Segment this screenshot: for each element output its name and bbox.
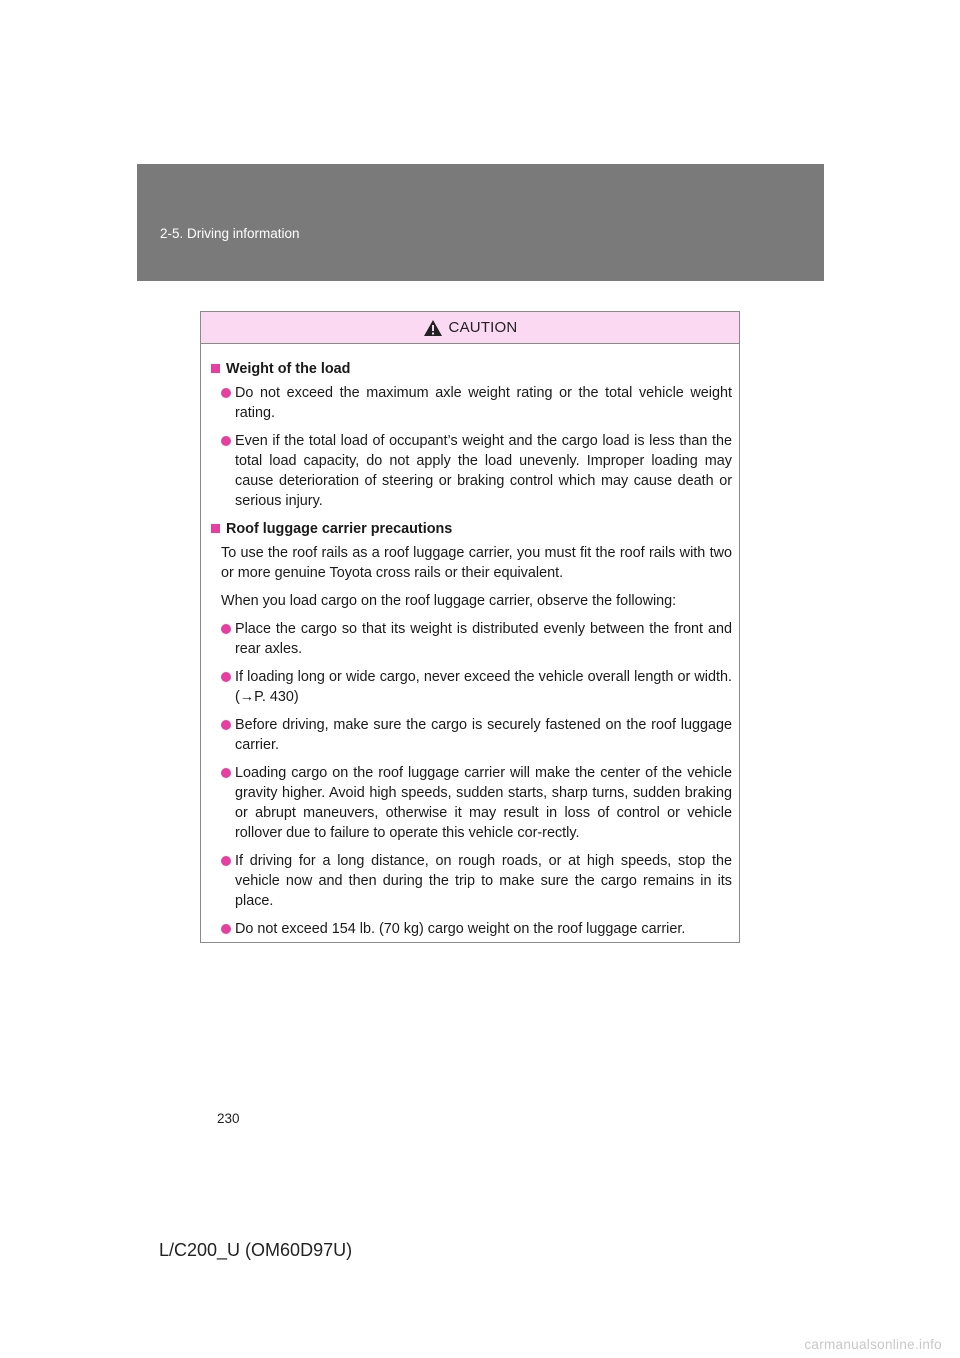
section-heading-roof: Roof luggage carrier precautions <box>211 519 732 539</box>
list-item: Loading cargo on the roof luggage carrier will make the center of the vehicle gravity higher. Avoid high speeds, sudden starts, sharp turns, sudden braking or abrupt maneuvers, otherwise it may result in loss of control or vehicle rollover due to failure to operate this vehicle cor-rectly. <box>221 763 732 843</box>
circle-bullet-icon <box>221 624 231 634</box>
caution-header <box>201 312 739 344</box>
watermark: carmanualsonline.info <box>804 1337 942 1352</box>
circle-bullet-icon <box>221 436 231 446</box>
caution-title: CAUTION <box>448 319 518 336</box>
circle-bullet-icon <box>221 388 231 398</box>
square-bullet-icon <box>211 524 220 533</box>
list-item: Do not exceed the maximum axle weight rating or the total vehicle weight rating. <box>221 383 732 423</box>
caution-box <box>200 311 740 943</box>
section-label: 2-5. Driving information <box>160 226 300 241</box>
square-bullet-icon <box>211 364 220 373</box>
list-item: If loading long or wide cargo, never exceed the vehicle overall length or width.(→P. 430) <box>221 667 732 707</box>
circle-bullet-icon <box>221 856 231 866</box>
circle-bullet-icon <box>221 924 231 934</box>
caution-body <box>201 344 739 939</box>
document-code: L/C200_U (OM60D97U) <box>159 1240 353 1260</box>
paragraph: To use the roof rails as a roof luggage carrier, you must fit the roof rails with two or more genuine Toyota cross rails or their equivalent. <box>221 545 732 581</box>
circle-bullet-icon <box>221 672 231 682</box>
list-item: Before driving, make sure the cargo is securely fastened on the roof luggage carrier. <box>221 715 732 755</box>
paragraph: When you load cargo on the roof luggage carrier, observe the following: <box>221 593 677 609</box>
page-number: 230 <box>217 1111 240 1126</box>
list-item: Even if the total load of occupant’s weight and the cargo load is less than the total load capacity, do not apply the load unevenly. Improper loading may cause deterioration of steering or braking control which may cause death or serious injury. <box>221 431 732 511</box>
header-band <box>137 164 824 281</box>
list-item: Do not exceed 154 lb. (70 kg) cargo weight on the roof luggage carrier. <box>221 919 732 939</box>
circle-bullet-icon <box>221 720 231 730</box>
section-heading-weight: Weight of the load <box>211 359 732 379</box>
list-item: Place the cargo so that its weight is distributed evenly between the front and rear axles. <box>221 619 732 659</box>
circle-bullet-icon <box>221 768 231 778</box>
list-item: If driving for a long distance, on rough roads, or at high speeds, stop the vehicle now and then during the trip to make sure the cargo remains in its place. <box>221 851 732 911</box>
warning-triangle-icon <box>423 319 443 337</box>
